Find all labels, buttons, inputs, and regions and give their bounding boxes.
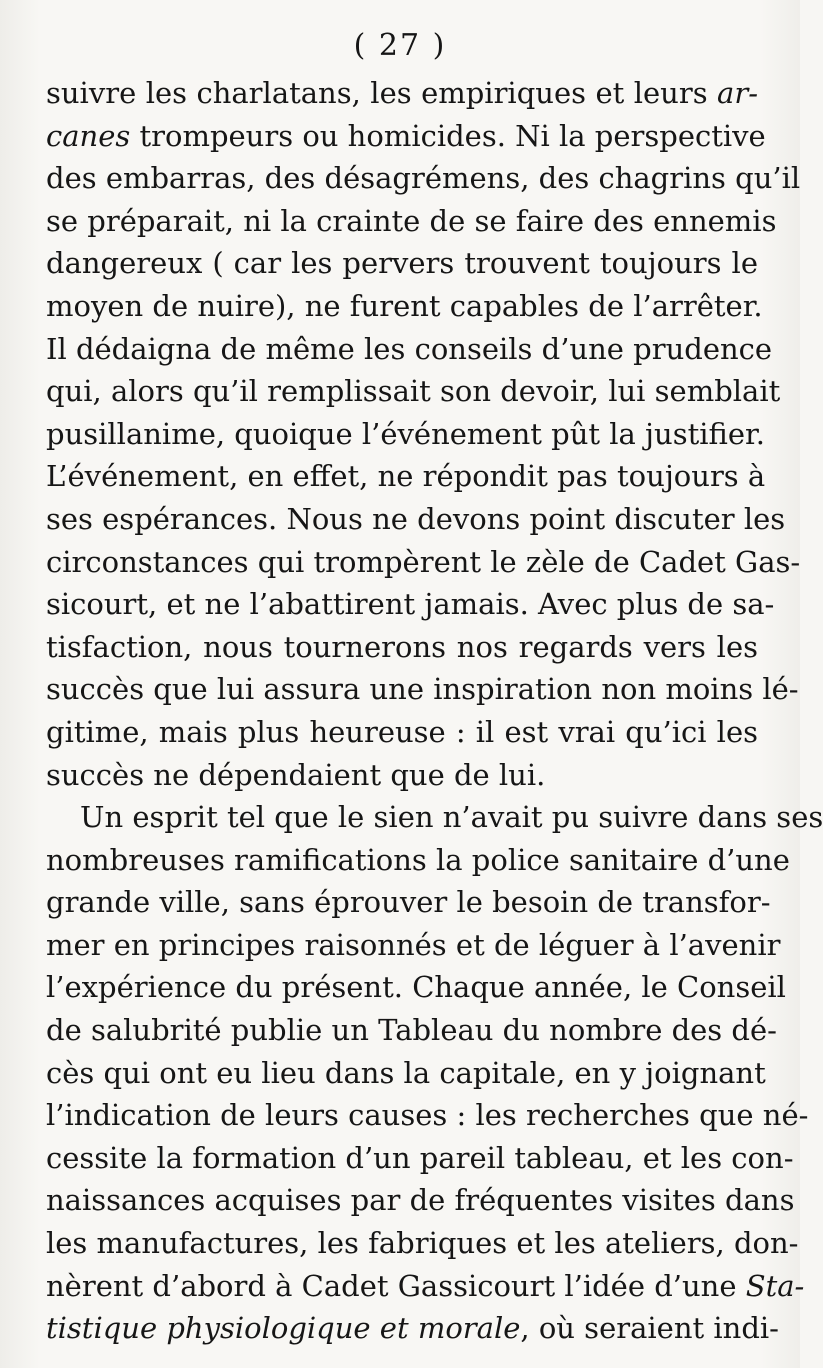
line-text: dangereux ( car les pervers trouvent toujours le xyxy=(46,246,758,281)
line-text: les manufactures, les fabriques et les ateliers, don- xyxy=(46,1226,799,1261)
line-text: trompeurs ou homicides. Ni la perspective xyxy=(130,118,766,153)
line-text: moyen de nuire), ne furent capables de l’arrêter. xyxy=(46,288,763,323)
text-line xyxy=(46,583,775,626)
line-text: Il dédaigna de même les conseils d’une prudence xyxy=(46,331,773,366)
line-text: qui, alors qu’il remplissait son devoir, lui semblait xyxy=(46,374,781,409)
text-line xyxy=(46,1179,795,1222)
text-line xyxy=(46,541,801,584)
body-text xyxy=(46,72,823,1350)
text-line xyxy=(46,966,786,1009)
line-text: Un esprit tel que le sien n’avait pu suivre dans ses xyxy=(80,800,823,835)
line-text: ses espérances. Nous ne devons point discuter les xyxy=(46,501,786,536)
line-text: circonstances qui trompèrent le zèle de Cadet Gas- xyxy=(46,544,801,579)
line-text: de salubrité publie un Tableau du nombre des dé- xyxy=(46,1013,777,1048)
text-line xyxy=(46,839,790,882)
line-text: tisfaction, nous tournerons nos regards vers les xyxy=(46,629,758,664)
line-text: , où seraient indi- xyxy=(520,1311,779,1346)
line-text: des embarras, des désagrémens, des chagrins qu’il xyxy=(46,161,801,196)
line-text: grande ville, sans éprouver le besoin de transfor- xyxy=(46,885,771,920)
italic-text: Sta- xyxy=(745,1268,805,1303)
italic-text: ar- xyxy=(717,76,758,110)
italic-text: tistique physiologique et morale xyxy=(46,1311,521,1346)
line-text: sicourt, et ne l’abattirent jamais. Avec plus de sa- xyxy=(46,587,775,622)
line-text: suivre les charlatans, les empiriques et leurs xyxy=(46,76,718,110)
text-line xyxy=(46,1094,809,1137)
text-line xyxy=(46,1137,794,1180)
line-text: se préparait, ni la crainte de se faire des ennemis xyxy=(46,203,777,238)
line-text: cès qui ont eu lieu dans la capitale, en y joignant xyxy=(46,1055,766,1090)
text-line xyxy=(46,115,766,158)
line-text: succès ne dépendaient que de lui. xyxy=(46,757,546,792)
text-line xyxy=(46,455,766,498)
line-text: l’expérience du présent. Chaque année, le Conseil xyxy=(46,970,786,1005)
text-line xyxy=(46,157,801,200)
text-line xyxy=(46,881,771,924)
text-line xyxy=(46,711,758,754)
text-line xyxy=(46,754,758,797)
line-text: naissances acquises par de fréquentes visites dans xyxy=(46,1183,795,1218)
line-text: gitime, mais plus heureuse : il est vrai qu’ici les xyxy=(46,714,758,749)
text-line xyxy=(46,370,781,413)
text-line xyxy=(46,413,765,456)
text-line xyxy=(46,1222,799,1265)
line-text: nèrent d’abord à Cadet Gassicourt l’idée d’une xyxy=(46,1268,746,1303)
line-text: cessite la formation d’un pareil tableau, et les con- xyxy=(46,1140,794,1175)
text-line xyxy=(46,1307,779,1350)
line-text: nombreuses ramifications la police sanitaire d’une xyxy=(46,842,790,877)
text-line xyxy=(46,498,786,541)
text-line xyxy=(46,1052,766,1095)
page-number: ( 27 ) xyxy=(353,28,447,63)
text-line xyxy=(46,1265,805,1308)
text-line xyxy=(46,626,758,669)
text-line xyxy=(46,328,773,371)
text-line xyxy=(46,200,777,243)
italic-text: canes xyxy=(46,118,131,153)
line-text: succès que lui assura une inspiration non moins lé- xyxy=(46,672,799,707)
text-line xyxy=(46,924,781,967)
text-line xyxy=(46,1009,777,1052)
text-line xyxy=(46,242,758,285)
text-line xyxy=(46,72,758,115)
line-text: pusillanime, quoique l’événement pût la justifier. xyxy=(46,416,765,451)
text-line xyxy=(46,796,823,839)
text-line xyxy=(46,285,763,328)
text-line xyxy=(46,668,799,711)
line-text: l’indication de leurs causes : les recherches que né- xyxy=(46,1098,809,1133)
line-text: mer en principes raisonnés et de léguer à l’avenir xyxy=(46,927,781,962)
line-text: L’événement, en effet, ne répondit pas toujours à xyxy=(46,459,766,494)
